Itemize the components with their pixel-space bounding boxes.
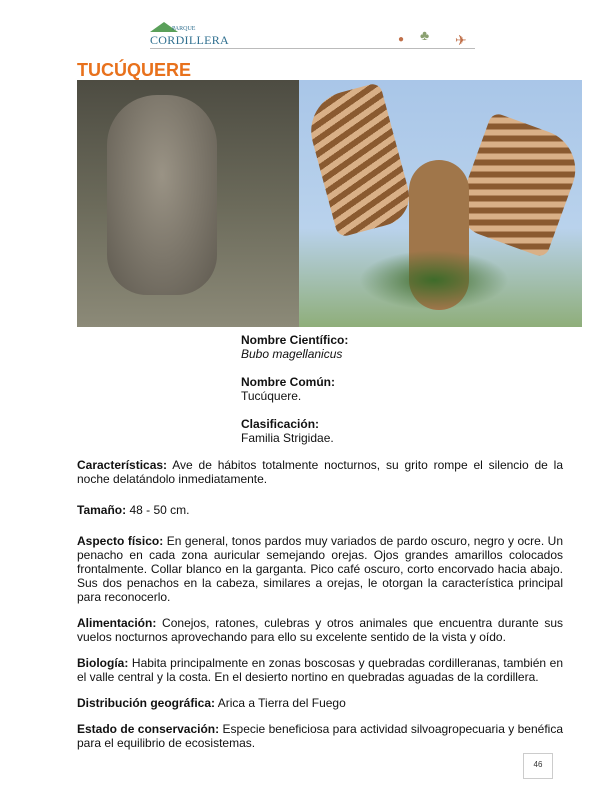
section-label: Distribución geográfica: [77,696,216,710]
section-label: Tamaño: [77,503,127,517]
scientific-name-label: Nombre Científico: [241,333,349,347]
parque-cordillera-logo [150,22,229,50]
section-label: Aspecto físico: [77,534,164,548]
classification-value: Familia Strigidae. [241,431,334,445]
scientific-name-value: Bubo magellanicus [241,347,343,361]
section-label: Alimentación: [77,616,157,630]
section-text: Especie beneficiosa para actividad silvoagropecuaria y benéfica para el equilibrio de ecosistemas. [77,722,563,750]
common-name-value: Tucúquere. [241,389,302,403]
page-title: TUCÚQUERE [77,60,192,80]
logo-main-text: CORDILLERA [150,33,229,47]
owl-perched-photo [77,80,299,327]
section-text: 48 - 50 cm. [126,503,190,517]
classification-label: Clasificación: [241,417,320,431]
section-text: En general, tonos pardos muy variados de pardo oscuro, negro y ocre. Un penacho en cada zona auricular semejando orejas. Ojos grandes amarillos colocados frontalmente. Collar blanco en la garganta. Pico café oscuro, corto encorvado hacia abajo. Sus dos penachos en la cabeza, similares a orejas, le otorgan la característica principal para reconocerlo. [77,534,564,604]
common-name-label: Nombre Común: [241,375,335,389]
section-label: Biología: [77,656,129,670]
page-number: 46 [523,753,553,779]
fox-icon: ● [398,34,405,45]
section-text: Conejos, ratones, culebras y otros animales que encuentra durante sus vuelos nocturnos aprovechando para ello su excelente sentido de la vista y oído. [77,616,563,644]
description-body [77,458,563,762]
tree-icon: ♣ [420,27,430,43]
logo-small-text: PARQUE [172,26,196,32]
section-text: Arica a Tierra del Fuego [215,696,346,710]
section-label: Estado de conservación: [77,722,220,736]
owl-flying-photo [299,80,582,327]
species-info [241,333,348,459]
bird-icon: ✈ [455,32,467,48]
section-label: Características: [77,458,168,472]
header-divider [150,48,475,49]
section-text: Habita principalmente en zonas boscosas y quebradas cordilleranas, también en el valle central y la costa. En el desierto nortino en quebradas aguadas de la cordillera. [77,656,563,684]
section-text: Ave de hábitos totalmente nocturnos, su grito rompe el silencio de la noche delatándolo inmediatamente. [77,458,563,486]
